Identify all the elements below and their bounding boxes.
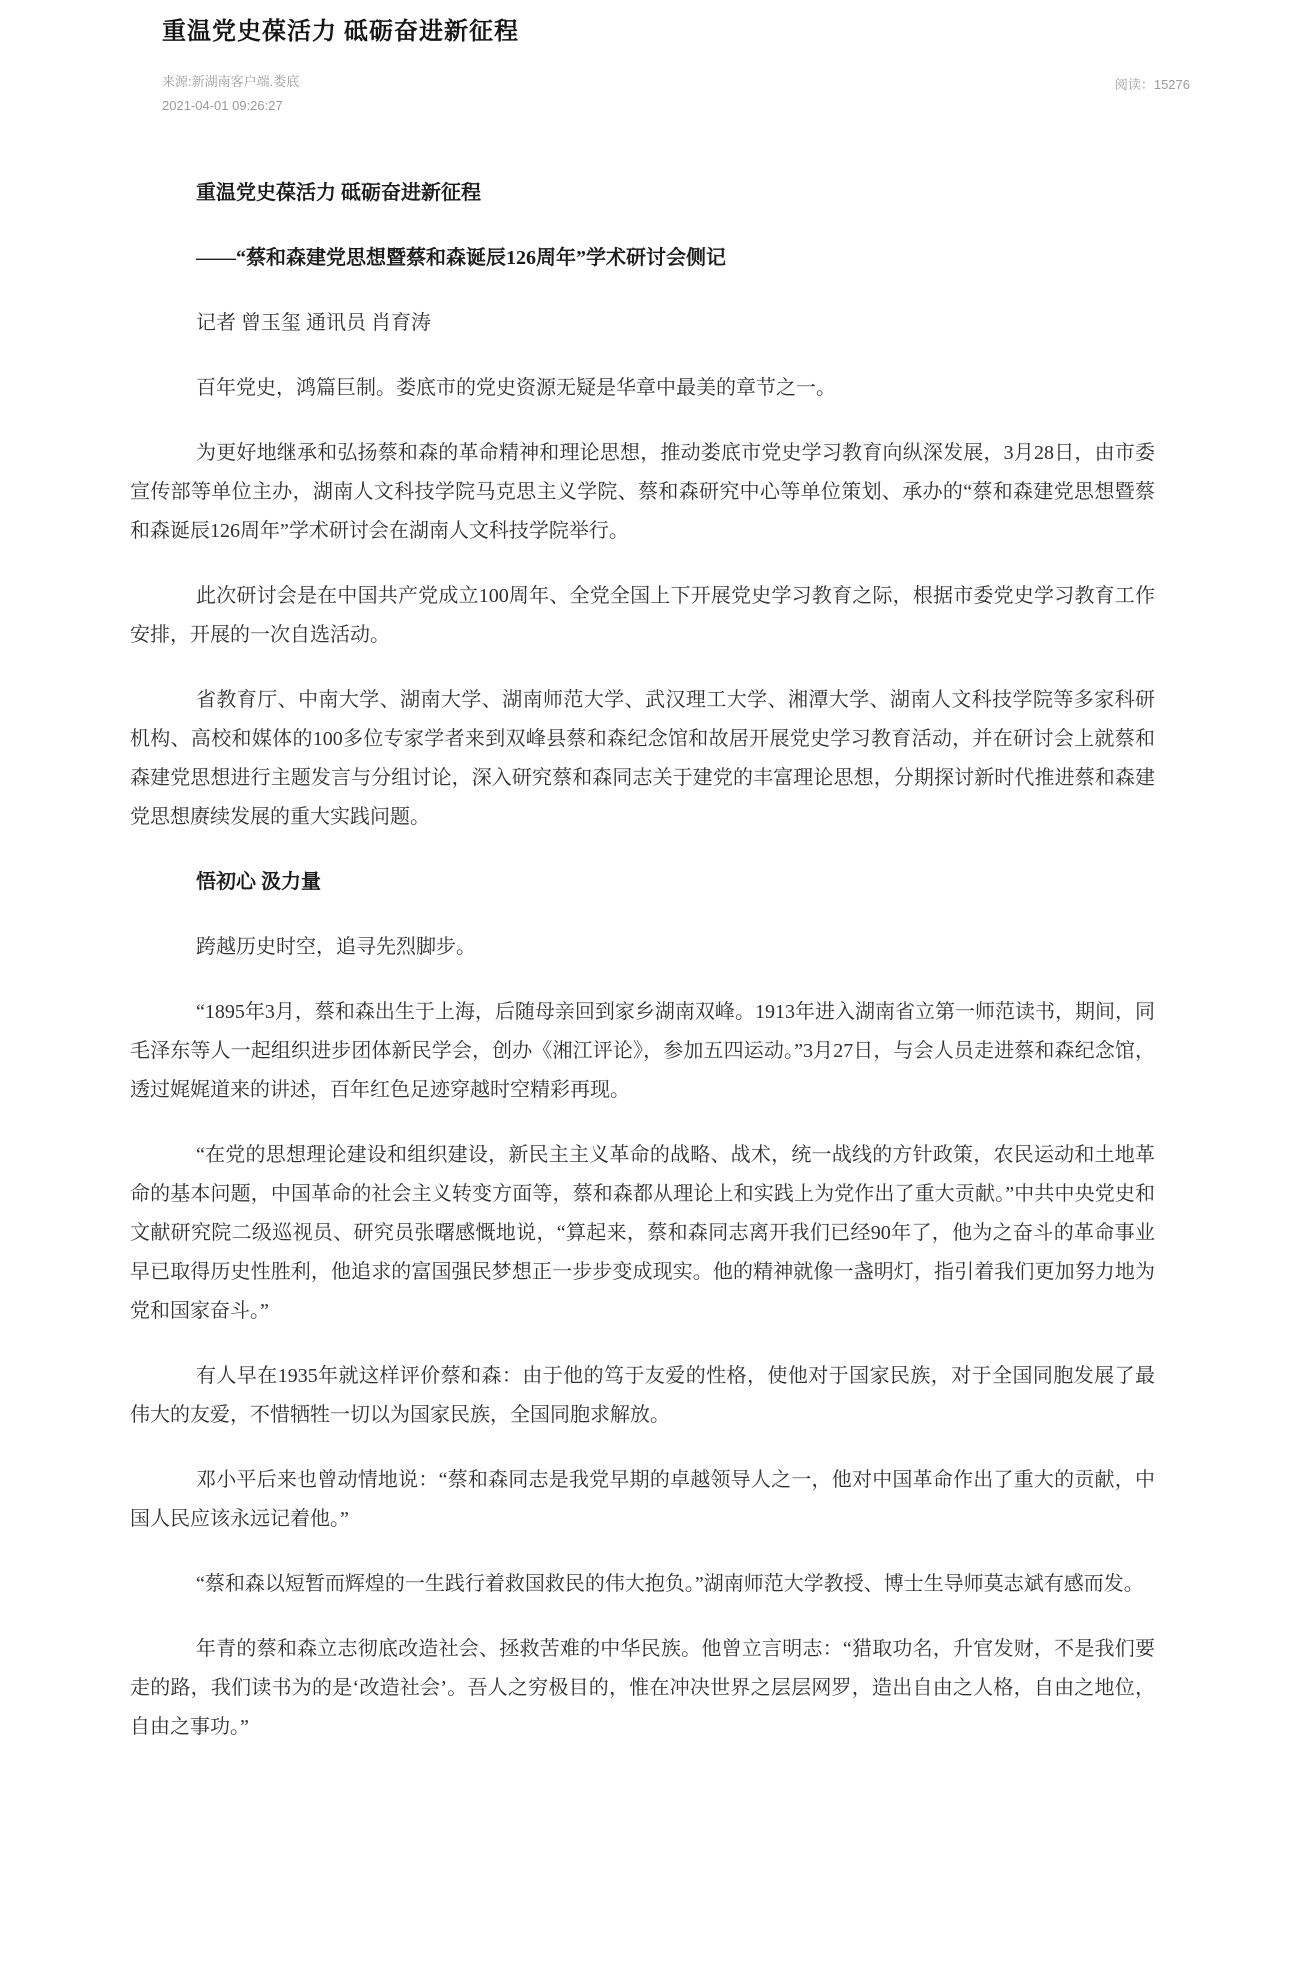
paragraph: 年青的蔡和森立志彻底改造社会、拯救苦难的中华民族。他曾立言明志：“猎取功名，升官发财，不是我们要走的路，我们读书为的是‘改造社会’。吾人之穷极目的，惟在冲决世界之层层网罗，造出自由之人格，自由之地位，自由之事功。” — [130, 1638, 1155, 1738]
paragraph: 有人早在1935年就这样评价蔡和森：由于他的笃于友爱的性格，使他对于国家民族，对于全国同胞发展了最伟大的友爱，不惜牺牲一切以为国家民族，全国同胞求解放。 — [130, 1365, 1155, 1426]
paragraph: 跨越历史时空，追寻先烈脚步。 — [196, 936, 476, 958]
article-heading: 重温党史葆活力 砥砺奋进新征程 — [196, 182, 481, 204]
byline: 记者 曾玉玺 通讯员 肖育涛 — [196, 312, 431, 334]
read-count: 阅读：15276 — [1114, 77, 1190, 92]
paragraph: “蔡和森以短暂而辉煌的一生践行着救国救民的伟大抱负。”湖南师范大学教授、博士生导师莫志斌有感而发。 — [196, 1573, 1144, 1595]
article-body — [0, 118, 1303, 1803]
article-subheading: ——“蔡和森建党思想暨蔡和森诞辰126周年”学术研讨会侧记 — [196, 247, 726, 269]
paragraph: 百年党史，鸿篇巨制。娄底市的党史资源无疑是华章中最美的章节之一。 — [196, 377, 836, 399]
article-meta — [162, 70, 1190, 118]
paragraph: 省教育厅、中南大学、湖南大学、湖南师范大学、武汉理工大学、湘潭大学、湖南人文科技学院等多家科研机构、高校和媒体的100多位专家学者来到双峰县蔡和森纪念馆和故居开展党史学习教育活动，并在研讨会上就蔡和森建党思想进行主题发言与分组讨论，深入研究蔡和森同志关于建党的丰富理论思想，分期探讨新时代推进蔡和森建党思想赓续发展的重大实践问题。 — [130, 689, 1155, 828]
page-title: 重温党史葆活力 砥砺奋进新征程 — [162, 19, 519, 45]
paragraph: 此次研讨会是在中国共产党成立100周年、全党全国上下开展党史学习教育之际，根据市委党史学习教育工作安排，开展的一次自选活动。 — [130, 585, 1155, 646]
paragraph: “在党的思想理论建设和组织建设，新民主主义革命的战略、战术，统一战线的方针政策，农民运动和土地革命的基本问题，中国革命的社会主义转变方面等，蔡和森都从理论上和实践上为党作出了重大贡献。”中共中央党史和文献研究院二级巡视员、研究员张曙感慨地说，“算起来，蔡和森同志离开我们已经90年了，他为之奋斗的革命事业早已取得历史性胜利，他追求的富国强民梦想正一步步变成现实。他的精神就像一盏明灯，指引着我们更加努力地为党和国家奋斗。” — [130, 1144, 1155, 1322]
paragraph: “1895年3月，蔡和森出生于上海，后随母亲回到家乡湖南双峰。1913年进入湖南省立第一师范读书，期间，同毛泽东等人一起组织进步团体新民学会，创办《湘江评论》，参加五四运动。”3月27日，与会人员走进蔡和森纪念馆，透过娓娓道来的讲述，百年红色足迹穿越时空精彩再现。 — [130, 1001, 1155, 1101]
article-header — [0, 0, 1303, 118]
publish-datetime: 2021-04-01 09:26:27 — [162, 98, 283, 113]
section-heading: 悟初心 汲力量 — [196, 871, 321, 893]
paragraph: 邓小平后来也曾动情地说：“蔡和森同志是我党早期的卓越领导人之一，他对中国革命作出了重大的贡献，中国人民应该永远记着他。” — [130, 1469, 1155, 1530]
source-label: 来源:新湖南客户端.娄底 — [162, 74, 300, 89]
paragraph: 为更好地继承和弘扬蔡和森的革命精神和理论思想，推动娄底市党史学习教育向纵深发展，3月28日，由市委宣传部等单位主办，湖南人文科技学院马克思主义学院、蔡和森研究中心等单位策划、承办的“蔡和森建党思想暨蔡和森诞辰126周年”学术研讨会在湖南人文科技学院举行。 — [130, 442, 1155, 542]
